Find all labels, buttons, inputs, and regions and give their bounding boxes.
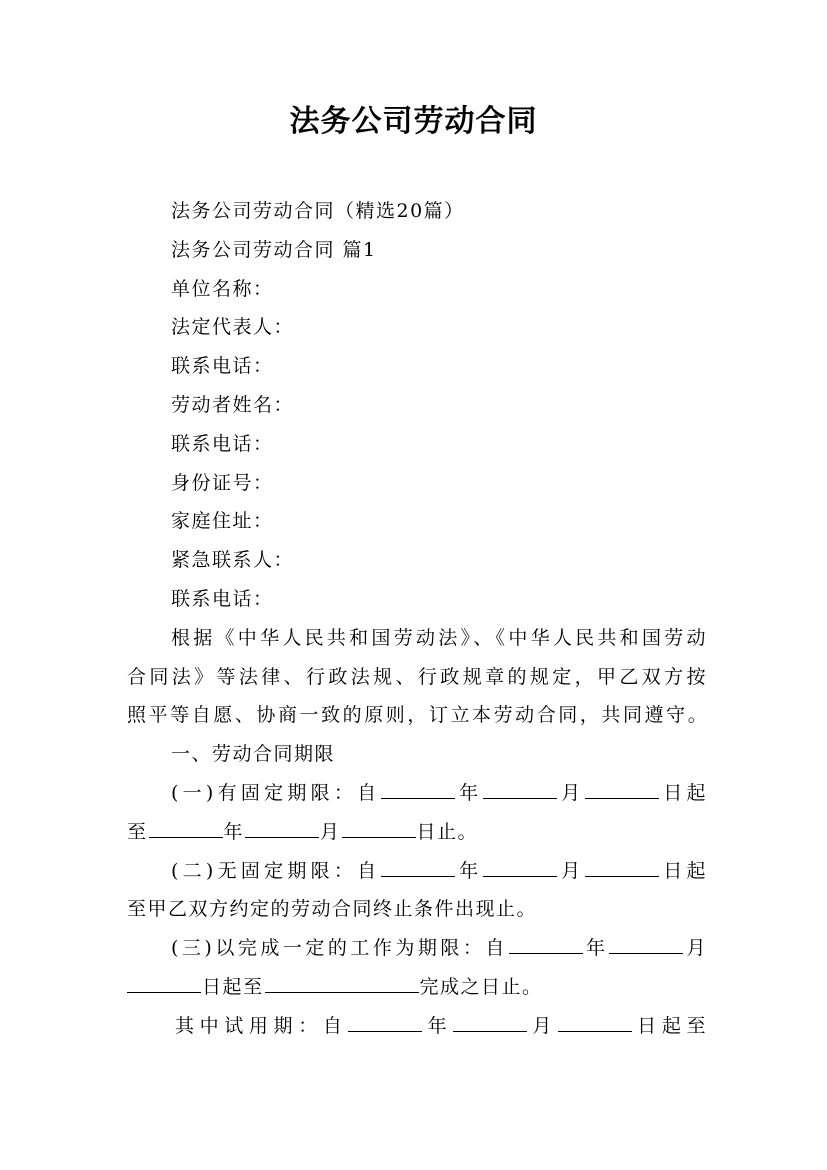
document-body: [127, 192, 707, 1046]
month-label: 月: [684, 937, 707, 960]
document-subtitle: 法务公司劳动合同（精选20篇）: [171, 200, 465, 222]
year-label: 年: [583, 937, 609, 960]
fill-blank: [265, 972, 419, 993]
fill-blank: [149, 817, 223, 838]
month-label: 月: [528, 1014, 558, 1037]
year-label: 年: [456, 859, 483, 882]
intro-line-2: 合同法》等法律、行政法规、行政规章的规定，甲乙双方按: [127, 665, 707, 688]
day-start-label: 日起: [660, 781, 707, 804]
article-heading: 法务公司劳动合同 篇1: [171, 238, 377, 261]
year-label: 年: [456, 781, 483, 804]
fill-blank: [381, 778, 455, 799]
year-label: 年: [423, 1014, 453, 1037]
field-id-number: 身份证号：: [171, 471, 274, 494]
month-label: 月: [558, 859, 585, 882]
unfixed-term-line-1: [127, 852, 707, 891]
day-start-label: 日起至: [202, 975, 264, 998]
fill-blank: [342, 817, 416, 838]
task-term-line-2: [127, 968, 707, 1007]
fill-blank: [509, 933, 583, 954]
fill-blank: [558, 1011, 632, 1032]
fixed-term-line-1: [127, 774, 707, 813]
field-worker-name: 劳动者姓名：: [171, 393, 295, 416]
fill-blank: [585, 778, 659, 799]
document-title: 法务公司劳动合同: [289, 104, 538, 139]
fill-blank: [245, 817, 319, 838]
field-emergency-contact: 紧急联系人：: [171, 549, 295, 572]
day-end-label: 日止。: [416, 820, 479, 843]
fixed-term-line-2: [127, 813, 707, 852]
year-label: 年: [223, 820, 245, 843]
probation-prefix: 其中试用期：自: [175, 1014, 348, 1037]
fill-blank: [381, 856, 455, 877]
intro-line-1: 根据《中华人民共和国劳动法》、《中华人民共和国劳动: [171, 626, 707, 649]
day-end-label: 日起至: [633, 1014, 707, 1037]
task-end-label: 完成之日止。: [419, 975, 543, 998]
fixed-term-prefix: (一)有固定期限：自: [171, 781, 381, 804]
field-phone-2: 联系电话：: [171, 432, 274, 455]
field-phone-3: 联系电话：: [171, 587, 274, 610]
field-legal-rep: 法定代表人：: [171, 316, 295, 339]
unfixed-term-line-2: 至甲乙双方约定的劳动合同终止条件出现止。: [127, 898, 538, 921]
field-home-address: 家庭住址：: [171, 510, 274, 533]
field-unit-name: 单位名称：: [171, 277, 274, 300]
unfixed-term-prefix: (二)无固定期限：自: [171, 859, 381, 882]
task-term-line-1: [127, 929, 707, 968]
section-1-heading: 一、劳动合同期限: [171, 743, 336, 766]
month-label: 月: [320, 820, 341, 843]
fill-blank: [609, 933, 683, 954]
fill-blank: [585, 856, 659, 877]
fill-blank: [348, 1011, 422, 1032]
fill-blank: [483, 856, 557, 877]
day-start-label: 日起: [660, 859, 707, 882]
month-label: 月: [558, 781, 585, 804]
field-phone-1: 联系电话：: [171, 355, 274, 378]
fill-blank: [453, 1011, 527, 1032]
intro-line-3: 照平等自愿、协商一致的原则，订立本劳动合同，共同遵守。: [127, 704, 707, 727]
to-label: 至: [127, 820, 148, 843]
fill-blank: [483, 778, 557, 799]
probation-line: [127, 1007, 707, 1046]
task-term-prefix: (三)以完成一定的工作为期限：自: [171, 937, 508, 960]
fill-blank: [127, 972, 201, 993]
